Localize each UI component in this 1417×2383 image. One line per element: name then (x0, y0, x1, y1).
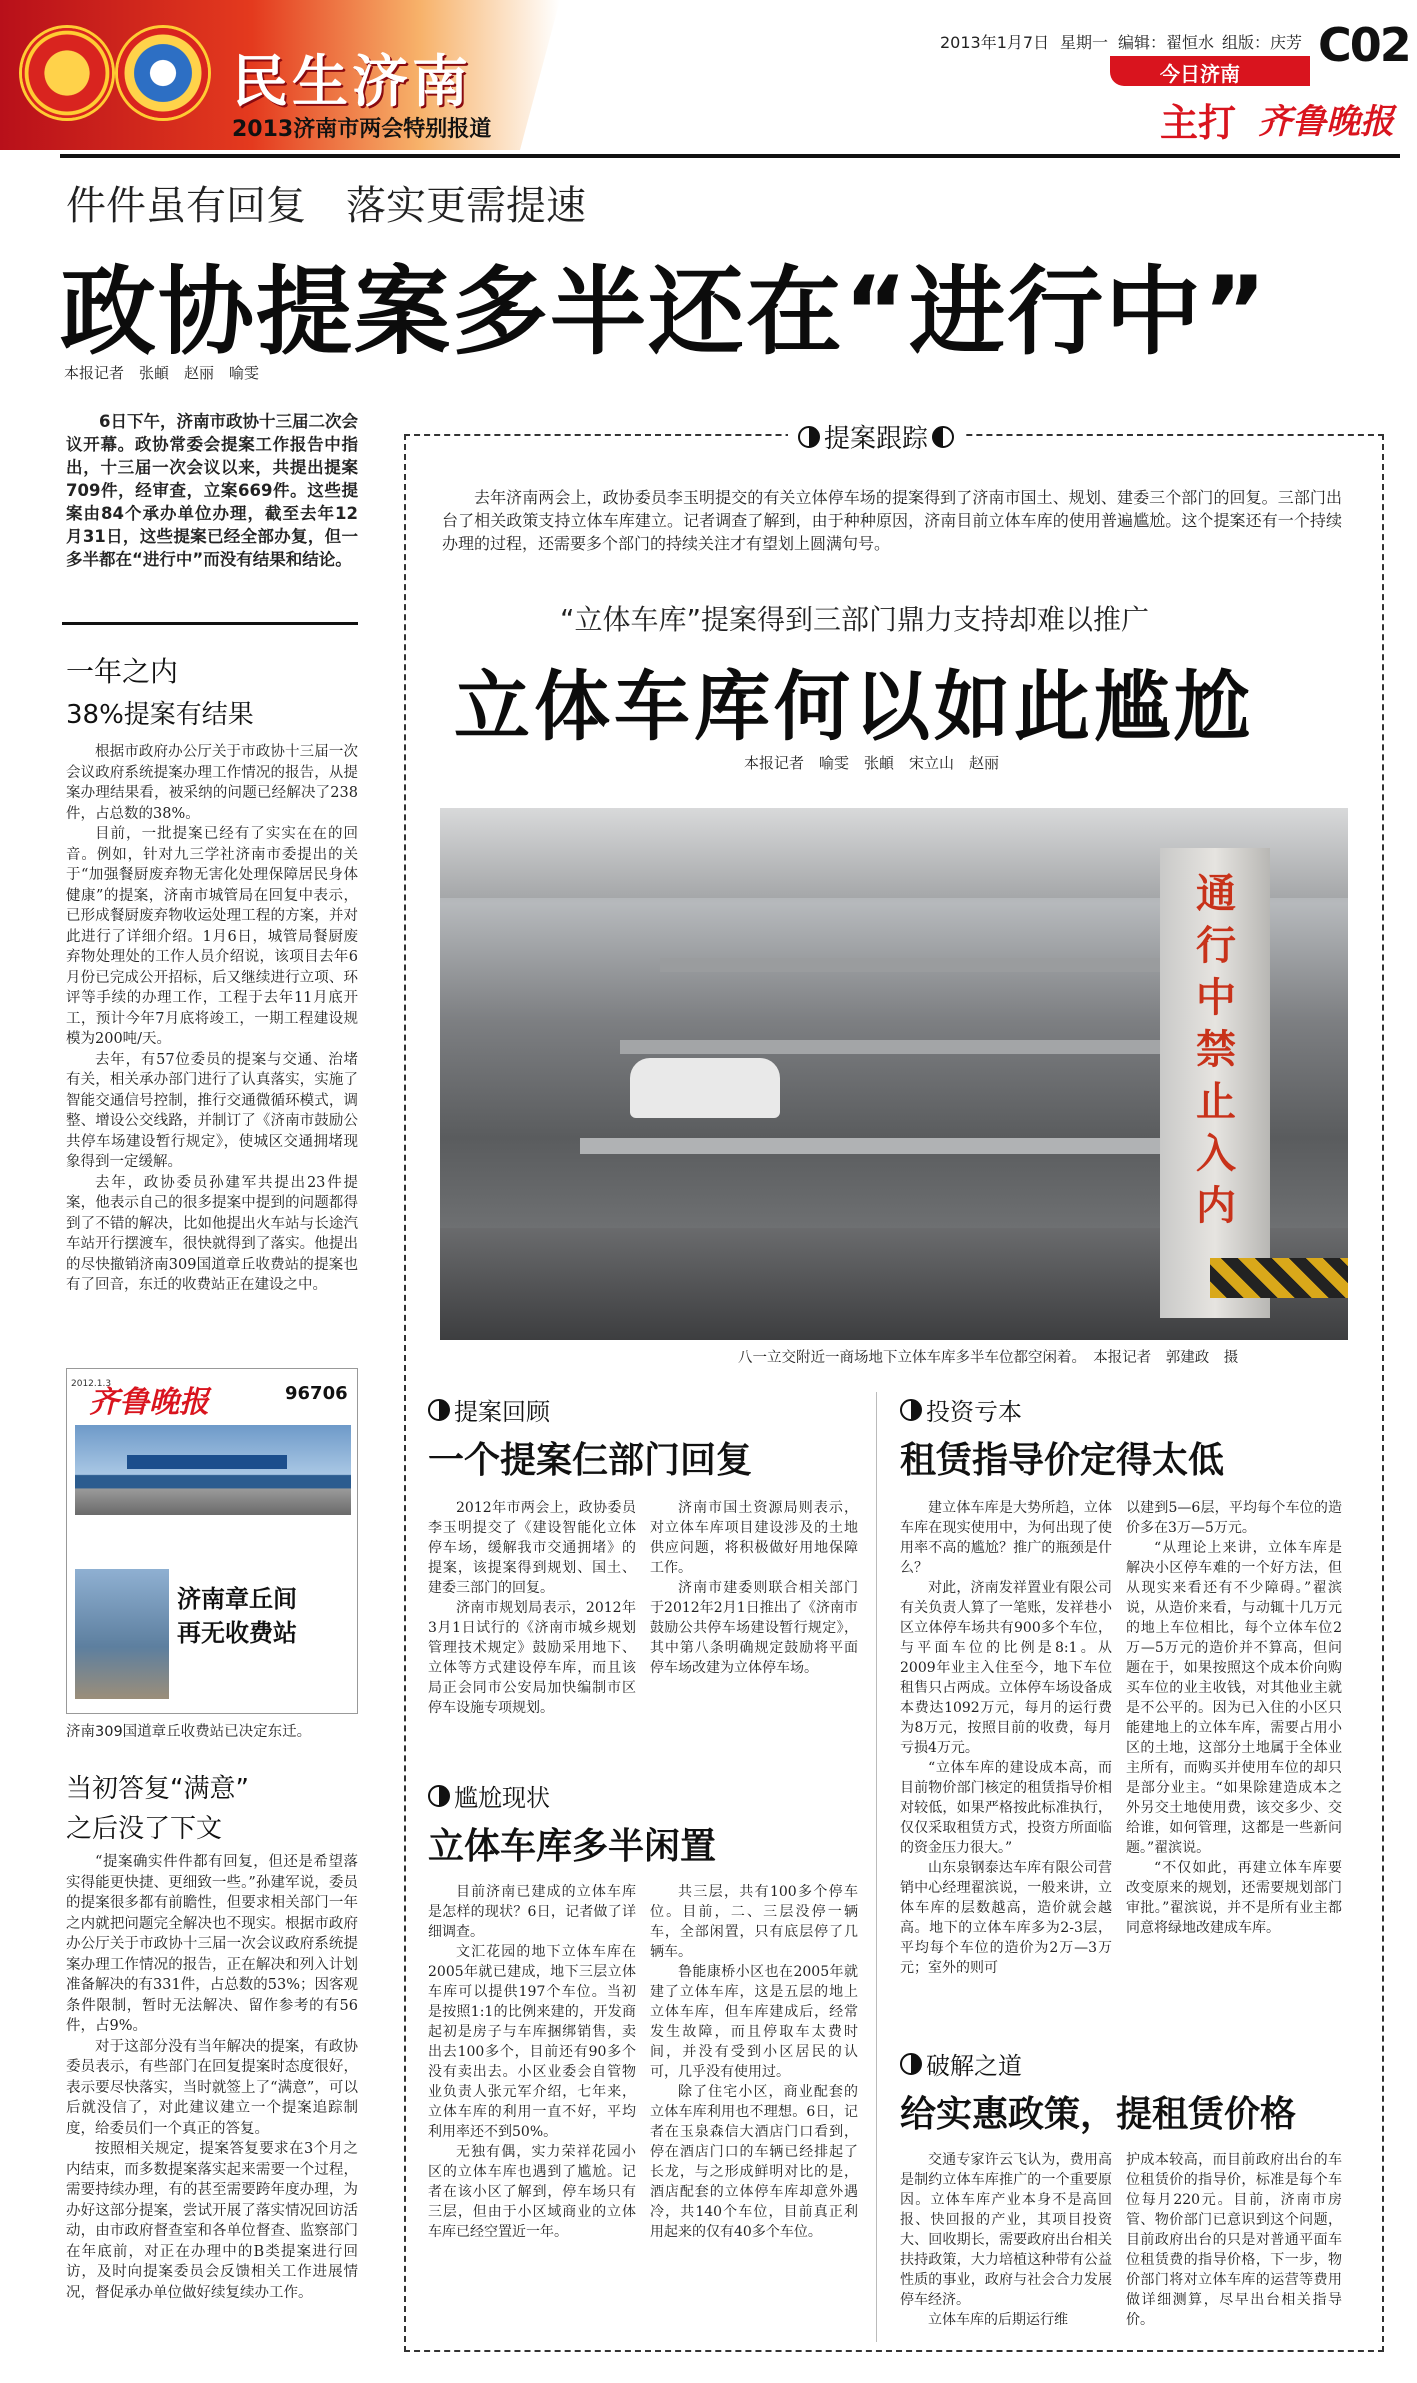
paragraph: 按照相关规定，提案答复要求在3个月之内结束，而多数提案落实起来需要一个过程，需要持续办理，有的甚至需要跨年度办理，为办好这部分提案，尝试开展了落实情况回访活动，由市政府督查室和各单位督查、监察部门在年底前，对正在办理中的B类提案进行回访，及时向提案委员会反馈相关工作进展情况，督促承办单位做好续复续办工作。 (66, 2141, 358, 2301)
lead-kicker: 件件虽有回复 落实更需提速 (66, 183, 586, 229)
paragraph: “立体车库的建设成本高，而目前物价部门核定的租赁指导价相对较低，如果严格按此标准执行，仅仅采取租赁方式，投资方所面临的资金压力很大。” (900, 1760, 1112, 1856)
tag-circle-icon (900, 1399, 922, 1421)
paragraph: “不仅如此，再建立体车库要改变原来的规划，还需要规划部门审批。”翟滨说，并不是所有业主都同意将绿地改建成车库。 (1126, 1860, 1342, 1936)
sub2-title-line1: 当初答复“满意” (66, 1774, 249, 1804)
special-report-label: 2013济南市两会特别报道 (232, 117, 492, 142)
paragraph: 立体车库的后期运行维 (928, 2312, 1068, 2328)
s2-title: 立体车库多半闲置 (428, 1826, 717, 1867)
paragraph: 建立体车库是大势所趋，立体车库在现实使用中，为何出现了使用率不高的尴尬？推广的瓶颈是什么？ (900, 1500, 1112, 1576)
rack-level (660, 958, 1160, 972)
thumb-side-photo (75, 1569, 169, 1699)
floor-stripes (1210, 1258, 1348, 1298)
cppcc-emblem-icon (118, 28, 208, 118)
paragraph: 去年，政协委员孙建军共提出23件提案，他表示自己的很多提案中提到的问题都得到了不错的解决，比如他提出火车站与长途汽车站开行摆渡车，很快就得到了落实。他提出的尽快撤销济南309国道章丘收费站的提案也有了回音，东迁的收费站正在建设之中。 (66, 1174, 358, 1293)
editor-credit: 编辑：翟恒水 (1118, 33, 1215, 52)
paragraph: 2012年市两会上，政协委员李玉明提交了《建设智能化立体停车场，缓解我市交通拥堵》的提案，该提案得到规划、国土、建委三部门的回复。 (428, 1500, 636, 1596)
thumbnail-caption: 济南309国道章丘收费站已决定东迁。 (66, 1724, 312, 1740)
s4-tag (900, 2046, 1022, 2081)
s3-col-b (1126, 1498, 1342, 2038)
feature-kicker: “立体车库”提案得到三部门鼎力支持却难以推广 (560, 603, 1150, 636)
s1-tag (428, 1392, 550, 1427)
paragraph: 去年，有57位委员的提案与交通、治堵有关，相关承办部门进行了认真落实，实施了智能交通信号控制，推行交通微循环模式，调整、增设公交线路，并制订了《济南市鼓励公共停车场建设暂行规定》，使城区交通拥堵现象得到一定缓解。 (66, 1051, 358, 1170)
tag-circle-icon (932, 426, 954, 448)
s4-tag-label: 破解之道 (926, 2052, 1022, 2080)
lead-intro: 6日下午，济南市政协十三届二次会议开幕。政协常委会提案工作报告中指出，十三届一次会议以来，共提出提案709件，经审查，立案669件。这些提案由84个承办单位办理，截至去年12月31日，这些提案已经全部办复，但一多半都在“进行中”而没有结果和结论。 (66, 412, 358, 569)
column-divider (876, 1392, 877, 2342)
paragraph: 济南市国土资源局则表示，对立体车库项目建设涉及的土地供应问题，将积极做好用地保障工作。 (650, 1500, 858, 1576)
tag-circle-icon (428, 1399, 450, 1421)
s3-col-a (900, 1498, 1112, 2038)
lead-byline: 本报记者 张頔 赵丽 喻雯 (64, 364, 260, 382)
parking-garage-photo (440, 808, 1348, 1340)
front-page-thumbnail (66, 1368, 358, 1714)
paragraph: “从理论上来讲，立体车库是解决小区停车难的一个好方法，但从现实来看还有不少障碍。”翟滨说，从造价来看，与动辄十几万元的地上车位相比，每个立体车位2万—5万元的造价并不算高，但问题在于，如果按照这个成本价向购买车位的业主收钱，对其他业主就是不公平的。因为已入住的小区只能建地上的立体车库，需要占用小区的土地，这部分土地属于全体业主所有，而购买并使用车位的却只是部分业主。“如果除建造成本之外另交土地使用费，该交多少、交给谁，如何管理，这都是一些新问题。”翟滨说。 (1126, 1540, 1342, 1856)
feature-byline: 本报记者 喻雯 张頔 宋立山 赵丽 (744, 754, 1000, 772)
parked-car (630, 1058, 780, 1118)
paragraph: 对此，济南发祥置业有限公司有关负责人算了一笔账，发祥巷小区立体停车场共有900多个车位，与平面车位的比例是8:1。从2009年业主入住至今，地下车位租售只占两成。立体停车场设备成本费达1092万元，每月的运行费为8万元，按照目前的收费，每月亏损4万元。 (900, 1580, 1112, 1756)
paragraph: 济南市建委则联合相关部门于2012年2月1日推出了《济南市鼓励公共停车场建设暂行规定》，其中第八条明确规定鼓励将平面停车场改建为立体停车场。 (650, 1580, 858, 1676)
thumb-date: 2012.1.3 (71, 1379, 112, 1389)
thumb-headline-1: 济南章丘间 (177, 1585, 297, 1613)
photo-caption: 八一立交附近一商场地下立体车库多半车位都空闲着。 本报记者 郭建政 摄 (738, 1350, 1239, 1366)
paragraph: 山东泉钢泰达车库有限公司营销中心经理翟滨说，一般来讲，立体车库的层数越高，造价就会越高。地下的立体车库多为2-3层，平均每个车位的造价为2万—3万元；室外的则可 (900, 1860, 1112, 1976)
paragraph: “提案确实件件都有回复，但还是希望落实得能更快捷、更细致一些。”孙建军说，委员的提案很多都有前瞻性，但要求相关部门一年之内就把问题完全解决也不现实。根据市政府办公厅关于市政协十三届一次会议政府系统提案办理工作情况的报告，正在解决和列入计划准备解决的有331件，占总数的53%；因客观条件限制，暂时无法解决、留作参考的有56件，占9%。 (66, 1854, 358, 2034)
feature-tag (788, 418, 964, 455)
s3-tag-label: 投资亏本 (926, 1398, 1022, 1426)
s1-col-a (428, 1498, 636, 1758)
s2-tag-label: 尴尬现状 (454, 1784, 550, 1812)
issue-weekday: 星期一 (1060, 33, 1109, 52)
s2-col-b (650, 1882, 858, 2344)
tag-circle-icon (428, 1785, 450, 1807)
paragraph: 目前济南已建成的立体车库是怎样的现状？6日，记者做了详细调查。 (428, 1884, 636, 1940)
paragraph: 交通专家许云飞认为，费用高是制约立体车库推广的一个重要原因。立体车库产业本身不是高回报、快回报的产业，其项目投资大、回收期长，需要政府出台相关扶持政策，大力培植这种带有公益性质的事业，政府与社会合力发展停车经济。 (900, 2152, 1112, 2308)
paragraph: 济南市规划局表示，2012年3月1日试行的《济南市城乡规划管理技术规定》鼓励采用地下、立体等方式建设停车库，而且该局正会同市公安局加快编制市区停车设施专项规划。 (428, 1600, 636, 1716)
feature-intro: 去年济南两会上，政协委员李玉明提交的有关立体停车场的提案得到了济南市国土、规划、建委三个部门的回复。三部门出台了相关政策支持立体车库建立。记者调查了解到，由于种种原因，济南目前立体车库的使用普遍尴尬。这个提案还有一个持续办理的过程，还需要多个部门的持续关注才有望划上圆满句号。 (442, 488, 1342, 553)
paragraph: 无独有偶，实力荣祥花园小区的立体车库也遇到了尴尬。记者在该小区了解到，停车场只有三层，但由于小区域商业的立体车库已经空置近一年。 (428, 2144, 636, 2240)
feature-headline: 立体车库何以如此尴尬 (454, 662, 1254, 751)
paragraph: 根据市政府办公厅关于市政协十三届一次会议政府系统提案办理工作情况的报告，从提案办理结果看，被采纳的问题已经解决了238件，占总数的38%。 (66, 744, 358, 822)
paragraph: 以建到5—6层，平均每个车位的造价多在3万—5万元。 (1126, 1500, 1342, 1536)
sub2-title-line2: 之后没了下文 (66, 1814, 223, 1844)
s1-col-b (650, 1498, 858, 1758)
paragraph: 除了住宅小区，商业配套的立体车库利用也不理想。6日，记者在玉泉森信大酒店门口看到，停在酒店门口的车辆已经排起了长龙，与之形成鲜明对比的是，酒店配套的立体停车库却意外遇冷，共140个车位，目前真正利用起来的仅有40多个车位。 (650, 2084, 858, 2240)
pillar-warning-sign: 通行中禁止入内 (1196, 871, 1236, 1229)
tag-circle-icon (900, 2053, 922, 2075)
paper-logo: 齐鲁晚报 (1258, 102, 1394, 142)
s4-title: 给实惠政策，提租赁价格 (900, 2094, 1297, 2135)
section-name: 民生济南 (232, 50, 472, 115)
feature-tag-label: 提案跟踪 (824, 424, 929, 454)
s4-col-a (900, 2150, 1112, 2346)
thumb-photo (75, 1425, 351, 1515)
thumb-hotline: 96706 (285, 1383, 348, 1404)
sub2-body (66, 1852, 358, 2352)
s1-title: 一个提案仨部门回复 (428, 1440, 753, 1481)
s2-col-a (428, 1882, 636, 2344)
paragraph: 文汇花园的地下立体车库在2005年就已建成，地下三层立体车库可以提供197个车位。当初是按照1:1的比例来建的，开发商起初是房子与车库捆绑销售，卖出去100多个，目前还有90多个没有卖出去。小区业委会自管物业负责人张元军介绍，七年来，立体车库的利用一直不好，平均利用率还不到50%。 (428, 1944, 636, 2140)
s3-tag (900, 1392, 1022, 1427)
masthead-rule (60, 154, 1400, 158)
tag-circle-icon (798, 426, 820, 448)
paragraph: 鲁能康桥小区也在2005年就建了立体车库，这是五层的地上立体车库，但车库建成后，经常发生故障，而且停取车太费时间，并没有受到小区居民的认可，几乎没有使用过。 (650, 1964, 858, 2080)
left-col-rule (62, 622, 358, 625)
s3-title: 租赁指导价定得太低 (900, 1440, 1225, 1481)
today-label: 今日济南 (1160, 62, 1240, 86)
sub1-body (66, 742, 358, 1362)
thumb-headline-2: 再无收费站 (177, 1619, 297, 1647)
sub1-subtitle: 38%提案有结果 (66, 700, 254, 730)
rack-level (620, 1040, 1180, 1054)
paragraph: 对于这部分没有当年解决的提案，有政协委员表示，有些部门在回复提案时态度很好，表示要尽快落实，当时就签上了“满意”，可以后就没信了，对此建议建立一个提案追踪制度，给委员们一个真正的答复。 (66, 2038, 358, 2137)
s2-tag (428, 1778, 550, 1813)
lead-headline: 政协提案多半还在“进行中” (60, 256, 1269, 368)
s1-tag-label: 提案回顾 (454, 1398, 550, 1426)
layout-credit: 组版：庆芳 (1222, 33, 1303, 52)
page-number: C02 (1318, 18, 1410, 72)
paragraph: 目前，一批提案已经有了实实在在的回音。例如，针对九三学社济南市委提出的关于“加强餐厨废弃物无害化处理保障居民身体健康”的提案，济南市城管局在回复中表示，已形成餐厨废弃物收运处理工程的方案，并对此进行了详细介绍。1月6日，城管局餐厨废弃物处理处的工作人员介绍说，该项目去年6月份已完成公开招标，后又继续进行立项、环评等手续的办理工作，工程于去年11月底开工，预计今年7月底将竣工，一期工程建设规模为200吨/天。 (66, 826, 358, 1047)
thumb-paper-name: 齐鲁晚报 (89, 1385, 209, 1420)
thumb-toll-canopy (127, 1455, 287, 1469)
paragraph: 护成本较高，而目前政府出台的车位租赁价的指导价，标准是每个车位每月220元。目前，济南市房管、物价部门已意识到这个问题，目前政府出台的只是对普通平面车位租赁费的指导价格，下一步，物价部门将对立体车库的运营等费用做详细测算，尽早出台相关指导价。 (1126, 2152, 1342, 2328)
s4-col-b (1126, 2150, 1342, 2346)
issue-date: 2013年1月7日 (940, 33, 1050, 52)
rack-level (580, 1138, 1200, 1154)
national-emblem-icon (22, 28, 112, 118)
zhuda-label: 主打 (1160, 101, 1237, 145)
sub1-title: 一年之内 (66, 655, 179, 688)
paragraph: 共三层，共有100多个停车位。目前，二、三层没停一辆车，全部闲置，只有底层停了几辆车。 (650, 1884, 858, 1960)
